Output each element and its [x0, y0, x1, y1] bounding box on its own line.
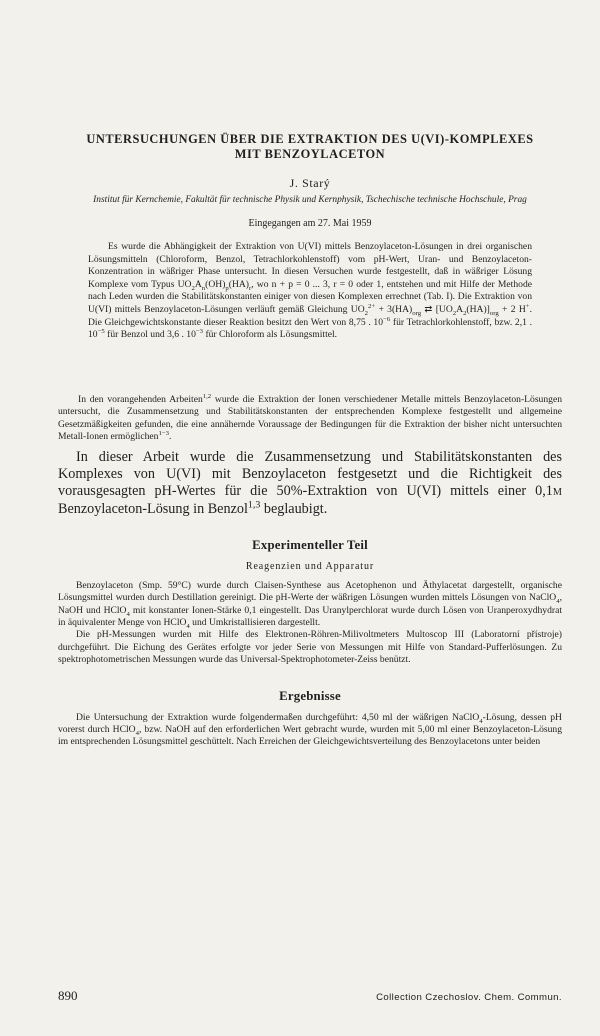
article-title: [58, 132, 562, 162]
received-date: Eingegangen am 27. Mai 1959: [248, 218, 372, 229]
page-number: 890: [58, 988, 78, 1003]
section-heading-experimental: Experimenteller Teil: [252, 537, 368, 552]
author-affiliation: Institut für Kernchemie, Fakultät für technische Physik und Kernphysik, Tschechische technische Hochschule, Prag: [93, 195, 527, 205]
experimental-paragraph-1: Benzoylaceton (Smp. 59°C) wurde durch Claisen-Synthese aus Acetophenon und Äthylacetat dargestellt, organische Lösungsmittel wurden durch Destillation gereinigt. Die pH-Werte der wäßrigen Lösungen wurden mittels Lösungen von NaClO$_4$, NaOH und HClO$_4$ mit konstanter Ionen-Stärke 0,1 eingestellt. Das Uranylperchlorat wurde durch Lösen von Uranperoxydhydrat in äquivalenter Menge von HClO$_4$ und Umkristallisieren dargestellt.: [58, 579, 562, 630]
journal-page: [0, 132, 600, 1036]
section-heading-results: Ergebnisse: [279, 688, 341, 703]
intro-large-paragraph: In dieser Arbeit wurde die Zusammensetzung und Stabilitätskonstanten des Komplexes von U(VI) mit Benzoylaceton festgesetzt und die Richtigkeit des vorausgesagten pH-Wertes für die 50%-Extraktion von U(VI) mittels einer 0,1M Benzoylaceton-Lösung in Benzol$^{1,3}$ beglaubigt.: [58, 449, 562, 518]
introduction-large-text: [58, 449, 562, 517]
experimental-paragraph-2: Die pH-Messungen wurden mit Hilfe des Elektronen-Röhren-Milivoltmeters Multoscop III (Laboratorní přístroje) durchgeführt. Die Eichung des Gerätes erfolgte vor jeder Serie von Messungen mit Hilfe von Standard-Pufferlösungen. Zu spektrophotometrischen Messungen wurde das Universal-Spektrophotometer-Zeiss benützt.: [58, 629, 562, 666]
author-name: J. Starý: [289, 176, 331, 190]
introduction-small-text: [58, 394, 562, 444]
title-line-2: MIT BENZOYLACETON: [234, 147, 386, 161]
intro-paragraph: In den vorangehenden Arbeiten$^{1,2}$ wurde die Extraktion der Ionen verschiedener Metalle mittels Benzoylaceton-Lösungen untersucht, die Zusammensetzung und Stabilitätskonstanten der entsprechenden Komplexe festgestellt und allgemeine Gesetzmäßigkeiten gefunden, die eine annähernde Voraussage der Bedingungen für die Extraktion der bisher nicht untersuchten Metall-Ionen ermöglichen$^{1-3}$.: [58, 392, 562, 442]
results-paragraph-1: Die Untersuchung der Extraktion wurde folgendermaßen durchgeführt: 4,50 ml der wäßrigen NaClO$_4$-Lösung, dessen pH vorerst durch HClO$_4$, bzw. NaOH auf den erforderlichen Wert gebracht wurde, wurden mit 5,00 ml einer Benzoylaceton-Lösung im entsprechenden Lösungsmittel geschüttelt. Nach Erreichen der Gleichgewichtsverteilung des Benzoylacetons unter beiden: [58, 711, 562, 748]
abstract: [88, 241, 532, 342]
page-footer: [58, 988, 562, 1004]
title-line-1: UNTERSUCHUNGEN ÜBER DIE EXTRAKTION DES U(VI)-KOMPLEXES: [86, 132, 534, 146]
abstract-paragraph: Es wurde die Abhängigkeit der Extraktion von U(VI) mittels Benzoylaceton-Lösungen in drei organischen Lösungsmitteln (Chloroform, Benzol, Tetrachlorkohlenstoff) vom pH-Wert, Uran- und Benzoylaceton-Konzentration in wäßriger Phase untersucht. In diesen Versuchen wurde festgestellt, daß in wäßriger Lösung Komplexe vom Typus $UO_2A_n(OH)_p(HA)_r$, wo n + p = 0 ... 3, r = 0 oder 1, entstehen und mit Hilfe der Methode nach Leden wurden die Stabilitätskonstanten einiger von diesen Komplexen errechnet (Tab. I). Die Extraktion von U(VI) mittels Benzoylaceton-Lösungen verläuft gemäß Gleichung $UO_2^{2+} + 3(HA)_{org}$ ⇄ $[UO_2A_2(HA)]_{org} + 2$ H+. Die Gleichgewichtskonstante dieser Reaktion besitzt den Wert von 8,75 . $10^{-6}$ für Tetrachlorkohlenstoff, bzw. 2,1 . $10^{-5}$ für Benzol und 3,6 . $10^{-3}$ für Chloroform als Lösungsmittel.: [88, 241, 532, 341]
subsection-heading-reagents: Reagenzien und Apparatur: [245, 560, 375, 572]
journal-name: Collection Czechoslov. Chem. Commun.: [376, 992, 562, 1003]
